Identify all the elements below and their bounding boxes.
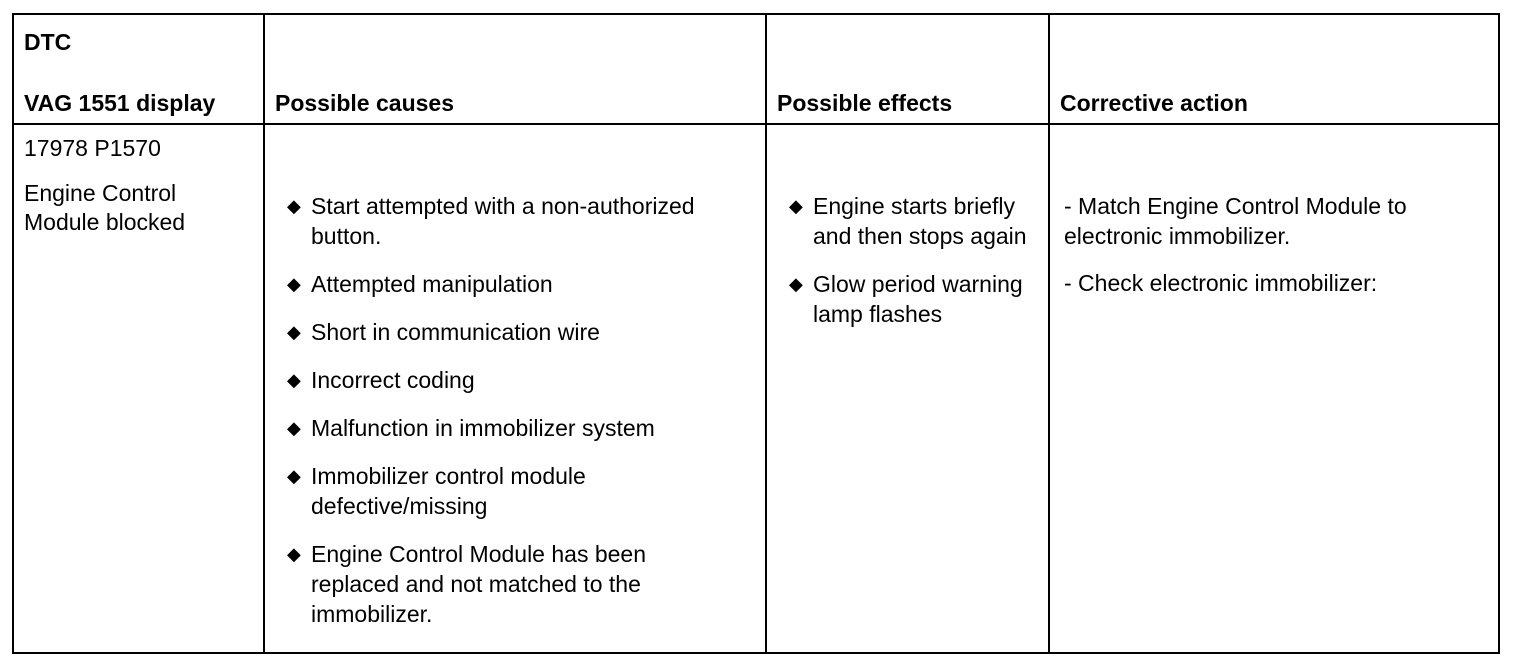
header-possible-causes: Possible causes: [275, 90, 454, 116]
diamond-bullet-icon: ◆: [287, 466, 301, 486]
effect-text: Glow period warning lamp flashes: [813, 271, 1023, 327]
dtc-table: [12, 13, 1500, 654]
header-dtc-label: DTC: [24, 29, 72, 55]
diamond-bullet-icon: ◆: [789, 196, 803, 216]
diamond-bullet-icon: ◆: [287, 418, 301, 438]
action-match-ecm: - Match Engine Control Module to electronic immobilizer.: [1064, 193, 1407, 249]
cause-text: Engine Control Module has been replaced and not matched to the immobilizer.: [311, 541, 647, 627]
diamond-bullet-icon: ◆: [287, 196, 301, 216]
list-item: [287, 269, 735, 299]
header-possible-effects: Possible effects: [777, 90, 953, 116]
effect-text: Engine starts briefly and then stops again: [813, 193, 1027, 249]
cell-actions: [1049, 124, 1499, 653]
dtc-description: Engine Control Module blocked: [24, 180, 186, 235]
cell-effects: [766, 124, 1049, 653]
header-cell-effects: [766, 14, 1049, 124]
cause-text: Start attempted with a non-authorized button.: [311, 193, 695, 249]
cause-text: Short in communication wire: [311, 319, 600, 345]
header-cell-action: [1049, 14, 1499, 124]
cause-text: Attempted manipulation: [311, 271, 553, 297]
diamond-bullet-icon: ◆: [287, 322, 301, 342]
cell-display: [13, 124, 264, 653]
diamond-bullet-icon: ◆: [287, 370, 301, 390]
diamond-bullet-icon: ◆: [287, 544, 301, 564]
list-item: [287, 365, 735, 395]
header-vag-display: VAG 1551 display: [24, 90, 216, 116]
cell-causes: [264, 124, 766, 653]
header-corrective-action: Corrective action: [1060, 90, 1248, 116]
cause-text: Immobilizer control module defective/missing: [311, 463, 586, 519]
cause-text: Incorrect coding: [311, 367, 475, 393]
causes-list: [287, 191, 735, 629]
list-item: [789, 191, 1028, 251]
diamond-bullet-icon: ◆: [789, 274, 803, 294]
action-check-immobilizer: - Check electronic immobilizer:: [1064, 270, 1378, 296]
header-row: [13, 14, 1499, 124]
list-item: [287, 539, 735, 629]
header-cell-causes: [264, 14, 766, 124]
cause-text: Malfunction in immobilizer system: [311, 415, 655, 441]
list-item: [287, 461, 735, 521]
dtc-code: 17978 P1570: [24, 135, 161, 161]
diamond-bullet-icon: ◆: [287, 274, 301, 294]
list-item: [287, 191, 735, 251]
header-cell-display: [13, 14, 264, 124]
list-item: [287, 317, 735, 347]
table-row: [13, 124, 1499, 653]
list-item: [789, 269, 1028, 329]
effects-list: [789, 191, 1028, 329]
list-item: [287, 413, 735, 443]
